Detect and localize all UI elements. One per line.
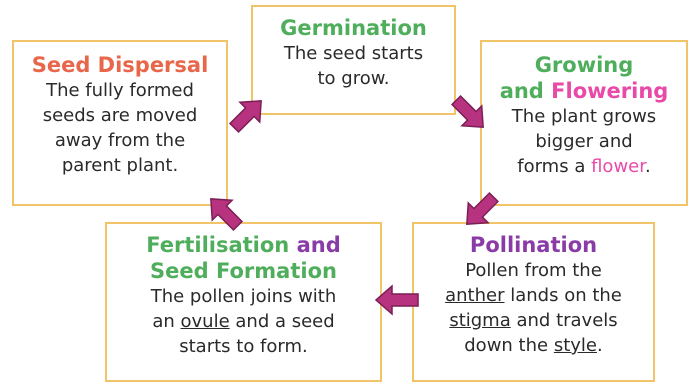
text-segment: down the: [464, 335, 549, 356]
arrow-fertilisation-to-dispersal: [200, 188, 250, 238]
keyword-style: style: [553, 335, 597, 356]
title-and: and: [499, 79, 544, 103]
stage-fertilisation-and-seed-formation: [105, 222, 382, 382]
text-segment: an: [152, 311, 175, 332]
stage-text-line: The plant grows: [511, 106, 657, 127]
keyword-anther: anther: [445, 285, 505, 306]
stage-title: Seed Dispersal: [31, 53, 209, 77]
stage-text-line: [420, 333, 647, 358]
stage-text-line: starts to form.: [179, 336, 308, 357]
arrow-pollination-to-fertilisation: [372, 280, 424, 320]
title-flowering: Flowering: [551, 79, 669, 103]
stage-growing-and-flowering: [480, 40, 688, 206]
stage-title-line2: [488, 78, 680, 104]
stage-pollination: [412, 222, 655, 382]
stage-title: Germination: [280, 16, 427, 40]
stage-text-line: The pollen joins with: [150, 286, 337, 307]
stage-text-line: away from the: [54, 130, 186, 151]
keyword-stigma: stigma: [449, 310, 511, 331]
stage-title-line2: Seed Formation: [150, 259, 337, 283]
text-segment: lands on the: [510, 285, 622, 306]
stage-title-line1: Growing: [534, 53, 634, 77]
stage-text-line: parent plant.: [61, 155, 179, 176]
stage-seed-dispersal: [12, 40, 228, 206]
text-segment: .: [597, 335, 603, 356]
stage-text-line: to grow.: [317, 68, 390, 89]
stage-text-line: [420, 308, 647, 333]
stage-text-line: The fully formed: [46, 80, 194, 101]
stage-text-line: seeds are moved: [42, 105, 198, 126]
keyword-flower: flower: [591, 156, 645, 177]
title-fertilisation: Fertilisation: [146, 233, 290, 257]
stage-text-line: [488, 154, 680, 179]
keyword-ovule: ovule: [180, 311, 230, 332]
stage-text-line: Pollen from the: [465, 260, 602, 281]
text-segment: and a seed: [235, 311, 335, 332]
title-and: and: [296, 233, 341, 257]
text-segment: and travels: [516, 310, 618, 331]
arrow-germination-to-growing: [444, 88, 494, 138]
stage-text-line: [113, 309, 374, 334]
arrow-dispersal-to-germination: [222, 90, 272, 140]
stage-title: Pollination: [469, 233, 598, 257]
stage-text-line: bigger and: [535, 131, 633, 152]
text-segment: forms a: [517, 156, 586, 177]
arrow-growing-to-pollination: [456, 185, 506, 235]
text-segment: .: [645, 156, 651, 177]
stage-germination: [251, 5, 456, 115]
stage-text-line: The seed starts: [283, 43, 424, 64]
stage-text-line: [420, 283, 647, 308]
